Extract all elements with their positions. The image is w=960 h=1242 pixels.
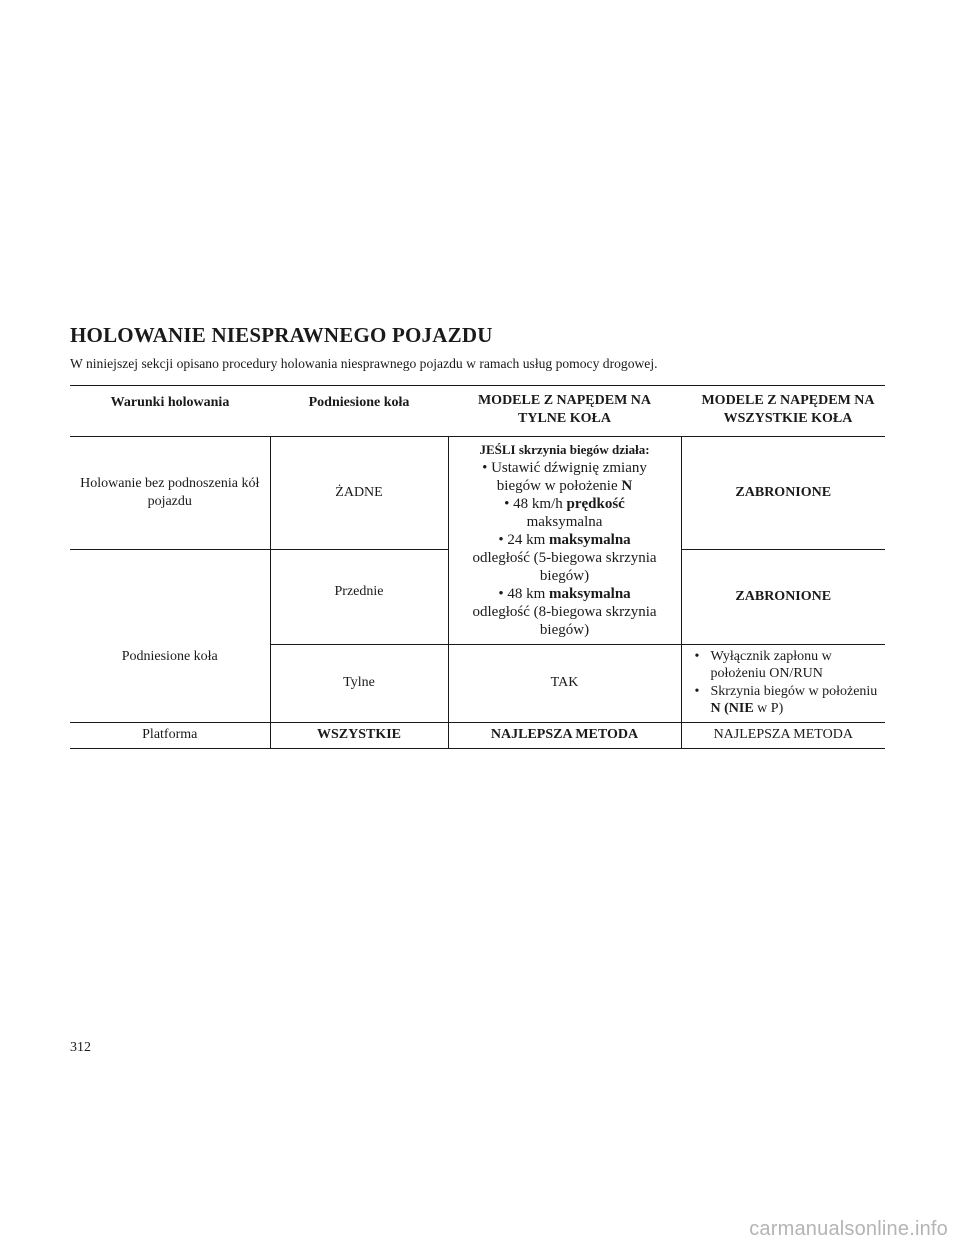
cell-flat-condition: Holowanie bez podnoszenia kół pojazdu xyxy=(70,436,270,549)
rwd-line-distance-5: • 24 km maksymalna odległość (5-biegowa skrzynia biegów) xyxy=(472,531,657,584)
rwd-if-line: JEŚLI skrzynia biegów działa: xyxy=(479,441,650,457)
list-item: • Wyłącznik zapłonu w położeniu ON/RUN xyxy=(694,648,832,681)
header-awd-models: MODELE Z NAPĘDEM NA WSZYSTKIE KOŁA xyxy=(701,393,875,426)
header-towing-condition: Warunki holowania xyxy=(110,395,230,410)
table-header-row xyxy=(70,385,885,436)
header-wheels-lifted: Podniesione koła xyxy=(308,395,410,410)
watermark: carmanualsonline.info xyxy=(749,1218,948,1240)
cell-rwd-instructions xyxy=(448,436,681,644)
rear-awd-bullet-list xyxy=(685,645,883,722)
rwd-line-speed: • 48 km/h prędkość maksymalna xyxy=(504,495,625,530)
cell-rear-awd xyxy=(681,644,885,722)
section-title: HOLOWANIE NIESPRAWNEGO POJAZDU xyxy=(70,323,493,347)
cell-lifted-condition: Podniesione koła xyxy=(70,549,270,722)
cell-rear-wheels: Tylne xyxy=(270,644,448,722)
cell-rear-rwd: TAK xyxy=(448,644,681,722)
list-item: • Skrzynia biegów w położeniu N (NIE w P) xyxy=(694,683,878,716)
header-rwd-models: MODELE Z NAPĘDEM NA TYLNE KOŁA xyxy=(477,393,652,426)
cell-front-awd: ZABRONIONE xyxy=(735,588,832,604)
table-row xyxy=(70,722,885,748)
intro-paragraph: W niniejszej sekcji opisano procedury holowania niesprawnego pojazdu w ramach usług pomocy drogowej. xyxy=(70,356,658,371)
cell-flat-wheels: ŻADNE xyxy=(270,436,448,549)
table-row xyxy=(70,436,885,549)
cell-platform-wheels: WSZYSTKIE xyxy=(270,722,448,748)
cell-platform-rwd: NAJLEPSZA METODA xyxy=(448,722,681,748)
cell-platform-condition: Platforma xyxy=(70,722,270,748)
towing-table xyxy=(70,385,885,749)
cell-flat-awd: ZABRONIONE xyxy=(735,484,832,500)
cell-front-wheels: Przednie xyxy=(270,549,448,644)
rwd-line-neutral: • Ustawić dźwignię zmiany biegów w położenie N xyxy=(482,459,647,494)
page-number: 312 xyxy=(70,1040,91,1055)
rwd-line-distance-8: • 48 km maksymalna odległość (8-biegowa skrzynia biegów) xyxy=(472,585,657,638)
cell-platform-awd: NAJLEPSZA METODA xyxy=(713,727,853,742)
